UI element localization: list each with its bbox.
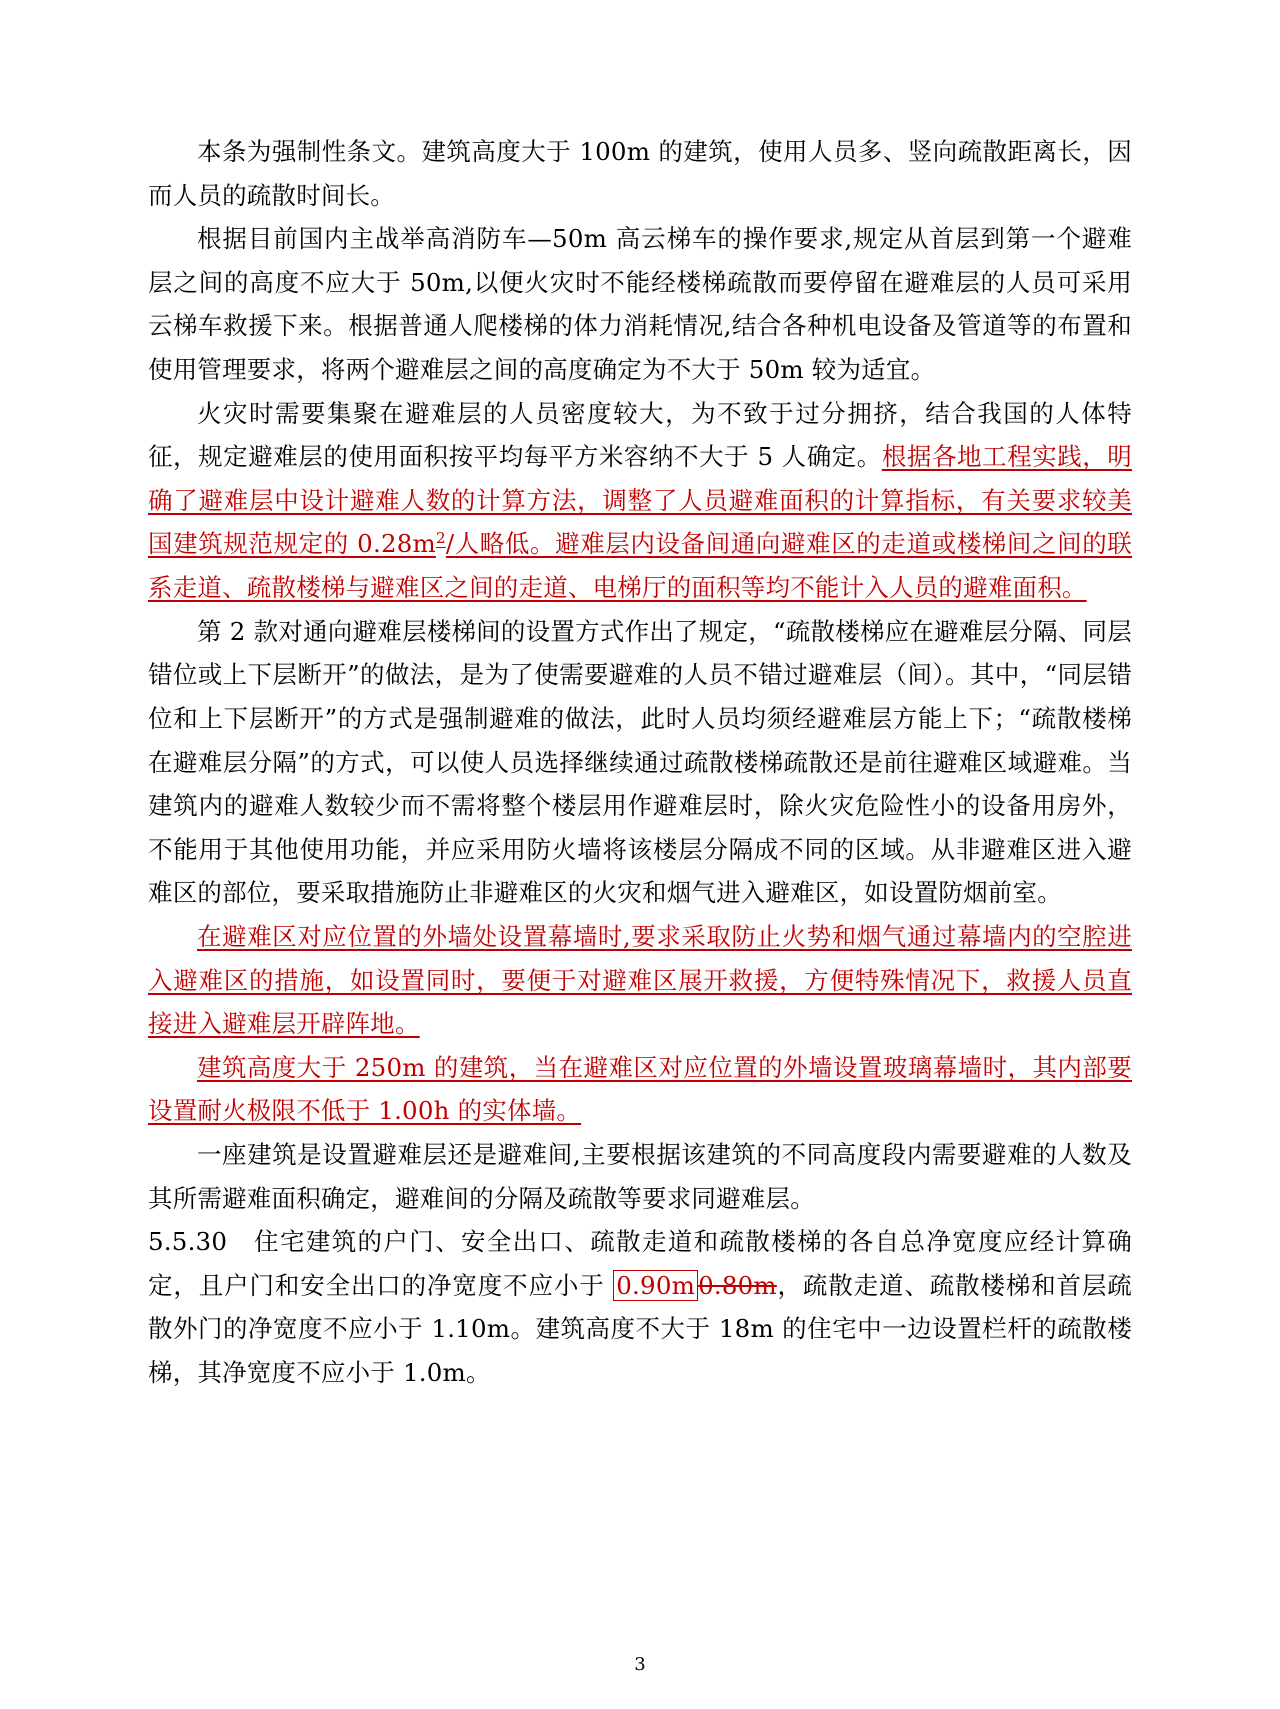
text-run: 火灾时需要集聚在避难层的人员密度较大，为不致于过分拥挤，结合我国的人体特征，规定避难层的使用面积按平均每平方米容纳不大于 5 人确定。 — [148, 398, 1132, 472]
revision-text-run: 根据各地工程实践，明确了避难层中设计避难人数的计算方法，调整了人员避难面积的计算指标，有关要求较美国建筑规范规定的 0.28m — [148, 442, 1132, 559]
document-body — [148, 130, 1132, 1395]
paragraph-1 — [148, 130, 1132, 217]
revision-text-run: /人略低。避难层内设备间通向避难区的走道或楼梯间之间的联系走道、疏散楼梯与避难区之间的走道、电梯厅的面积等均不能计入人员的避难面积。 — [148, 529, 1132, 603]
deleted-value: 0.80m — [698, 1270, 777, 1300]
paragraph-5 — [148, 915, 1132, 1046]
text-run: 一座建筑是设置避难层还是避难间,主要根据该建筑的不同高度段内需要避难的人数及其所需避难面积确定，避难间的分隔及疏散等要求同避难层。 — [148, 1140, 1132, 1213]
revision-text-run: 建筑高度大于 250m 的建筑，当在避难区对应位置的外墙设置玻璃幕墙时，其内部要设置耐火极限不低于 1.00h 的实体墙。 — [148, 1052, 1132, 1126]
paragraph-7 — [148, 1133, 1132, 1220]
text-run: ，疏散走道、疏散楼梯和首层疏散外门的净宽度不应小于 1.10m。建筑高度不大于 18m 的住宅中一边设置栏杆的疏散楼梯，其净宽度不应小于 1.0m。 — [148, 1270, 1132, 1388]
paragraph-6 — [148, 1046, 1132, 1133]
clause-paragraph-5-5-30 — [148, 1220, 1132, 1394]
paragraph-4 — [148, 610, 1132, 915]
text-run: 本条为强制性条文。建筑高度大于 100m 的建筑，使用人员多、竖向疏散距离长，因而人员的疏散时间长。 — [148, 137, 1132, 210]
clause-number: 5.5.30 — [148, 1227, 228, 1257]
text-run: 第 2 款对通向避难层楼梯间的设置方式作出了规定，“疏散楼梯应在避难层分隔、同层错位或上下层断开”的做法，是为了使需要避难的人员不错过避难层（间）。其中，“同层错位和上下层断开”的方式是强制避难的做法，此时人员均须经避难层方能上下；“疏散楼梯在避难层分隔”的方式，可以使人员选择继续通过疏散楼梯疏散还是前往避难区域避难。当建筑内的避难人数较少而不需将整个楼层用作避难层时，除火灾危险性小的设备用房外，不能用于其他使用功能，并应采用防火墙将该楼层分隔成不同的区域。从非避难区进入避难区的部位，要采取措施防止非避难区的火灾和烟气进入避难区，如设置防烟前室。 — [148, 616, 1132, 908]
paragraph-3 — [148, 392, 1132, 610]
inserted-value-box: 0.90m — [613, 1270, 698, 1301]
page-number: 3 — [634, 1654, 646, 1675]
superscript-run: 2 — [435, 529, 446, 548]
text-run: 根据目前国内主战举高消防车—50m 高云梯车的操作要求,规定从首层到第一个避难层之间的高度不应大于 50m,以便火灾时不能经楼梯疏散而要停留在避难层的人员可采用云梯车救援下来。根据普通人爬楼梯的体力消耗情况,结合各种机电设备及管道等的布置和使用管理要求，将两个避难层之间的高度确定为不大于 50m 较为适宜。 — [148, 224, 1132, 385]
text-run: 住宅建筑的户门、安全出口、疏散走道和疏散楼梯的各自总净宽度应经计算确定，且户门和安全出口的净宽度不应小于 — [148, 1227, 1132, 1300]
revision-text-run: 在避难区对应位置的外墙处设置幕墙时,要求采取防止火势和烟气通过幕墙内的空腔进入避难区的措施，如设置同时，要便于对避难区展开救援，方便特殊情况下，救援人员直接进入避难层开辟阵地。 — [148, 921, 1132, 1039]
paragraph-2 — [148, 217, 1132, 391]
